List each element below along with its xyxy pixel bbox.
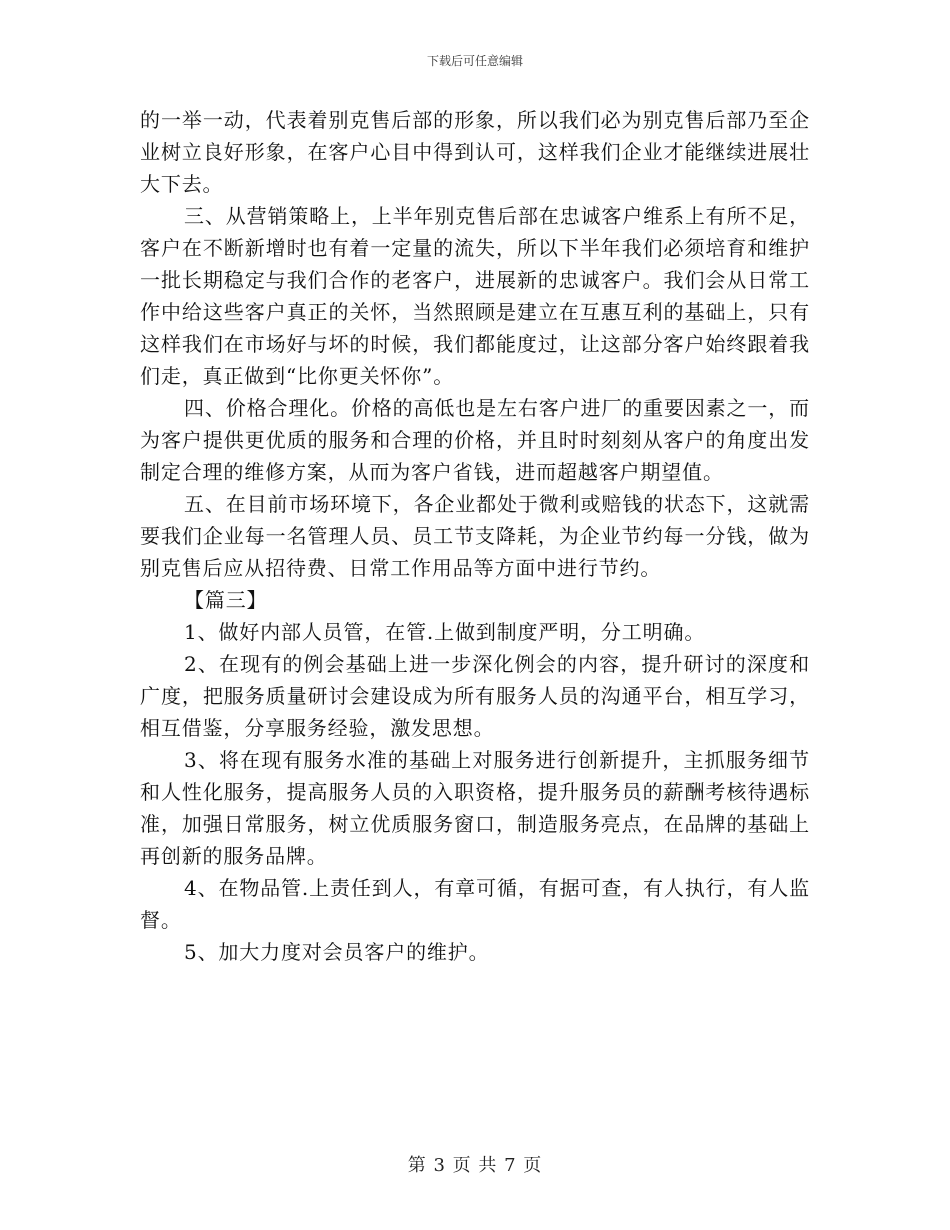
paragraph-continuation: 的一举一动，代表着别克售后部的形象，所以我们必为别克售后部乃至企业树立良好形象，在客户心目中得到认可，这样我们企业才能继续进展壮大下去。 <box>140 108 810 196</box>
document-body <box>140 104 810 968</box>
list-item-5: 5、加大力度对会员客户的维护。 <box>184 940 490 964</box>
list-item-1: 1、做好内部人员管，在管.上做到制度严明，分工明确。 <box>184 620 706 644</box>
list-item-4: 4、在物品管.上责任到人，有章可循，有据可查，有人执行，有人监督。 <box>140 876 810 932</box>
section-heading-part-three: 【篇三】 <box>184 588 268 612</box>
page-number: 第 3 页 共 7 页 <box>407 1155 543 1176</box>
paragraph-marketing-strategy: 三、从营销策略上，上半年别克售后部在忠诚客户维系上有所不足，客户在不断新增时也有着一定量的流失，所以下半年我们必须培育和维护一批长期稳定与我们合作的老客户，进展新的忠诚客户。我们会从日常工作中给这些客户真正的关怀，当然照顾是建立在互惠互利的基础上，只有这样我们在市场好与坏的时候，我们都能度过，让这部分客户始终跟着我们走，真正做到“比你更关怀你”。 <box>140 204 810 388</box>
list-item-3: 3、将在现有服务水准的基础上对服务进行创新提升，主抓服务细节和人性化服务，提高服务人员的入职资格，提升服务员的薪酬考核待遇标准，加强日常服务，树立优质服务窗口，制造服务亮点，在品牌的基础上再创新的服务品牌。 <box>140 748 810 868</box>
page-header-note: 下载后可任意编辑 <box>426 54 523 68</box>
paragraph-pricing: 四、价格合理化。价格的高低也是左右客户进厂的重要因素之一，而为客户提供更优质的服务和合理的价格，并且时时刻刻从客户的角度出发制定合理的维修方案，从而为客户省钱，进而超越客户期望值。 <box>140 396 810 484</box>
list-item-2: 2、在现有的例会基础上进一步深化例会的内容，提升研讨的深度和广度，把服务质量研讨会建设成为所有服务人员的沟通平台，相互学习，相互借鉴，分享服务经验，激发思想。 <box>140 652 810 740</box>
paragraph-cost-saving: 五、在目前市场环境下，各企业都处于微利或赔钱的状态下，这就需要我们企业每一名管理人员、员工节支降耗，为企业节约每一分钱，做为别克售后应从招待费、日常工作用品等方面中进行节约。 <box>140 492 810 580</box>
